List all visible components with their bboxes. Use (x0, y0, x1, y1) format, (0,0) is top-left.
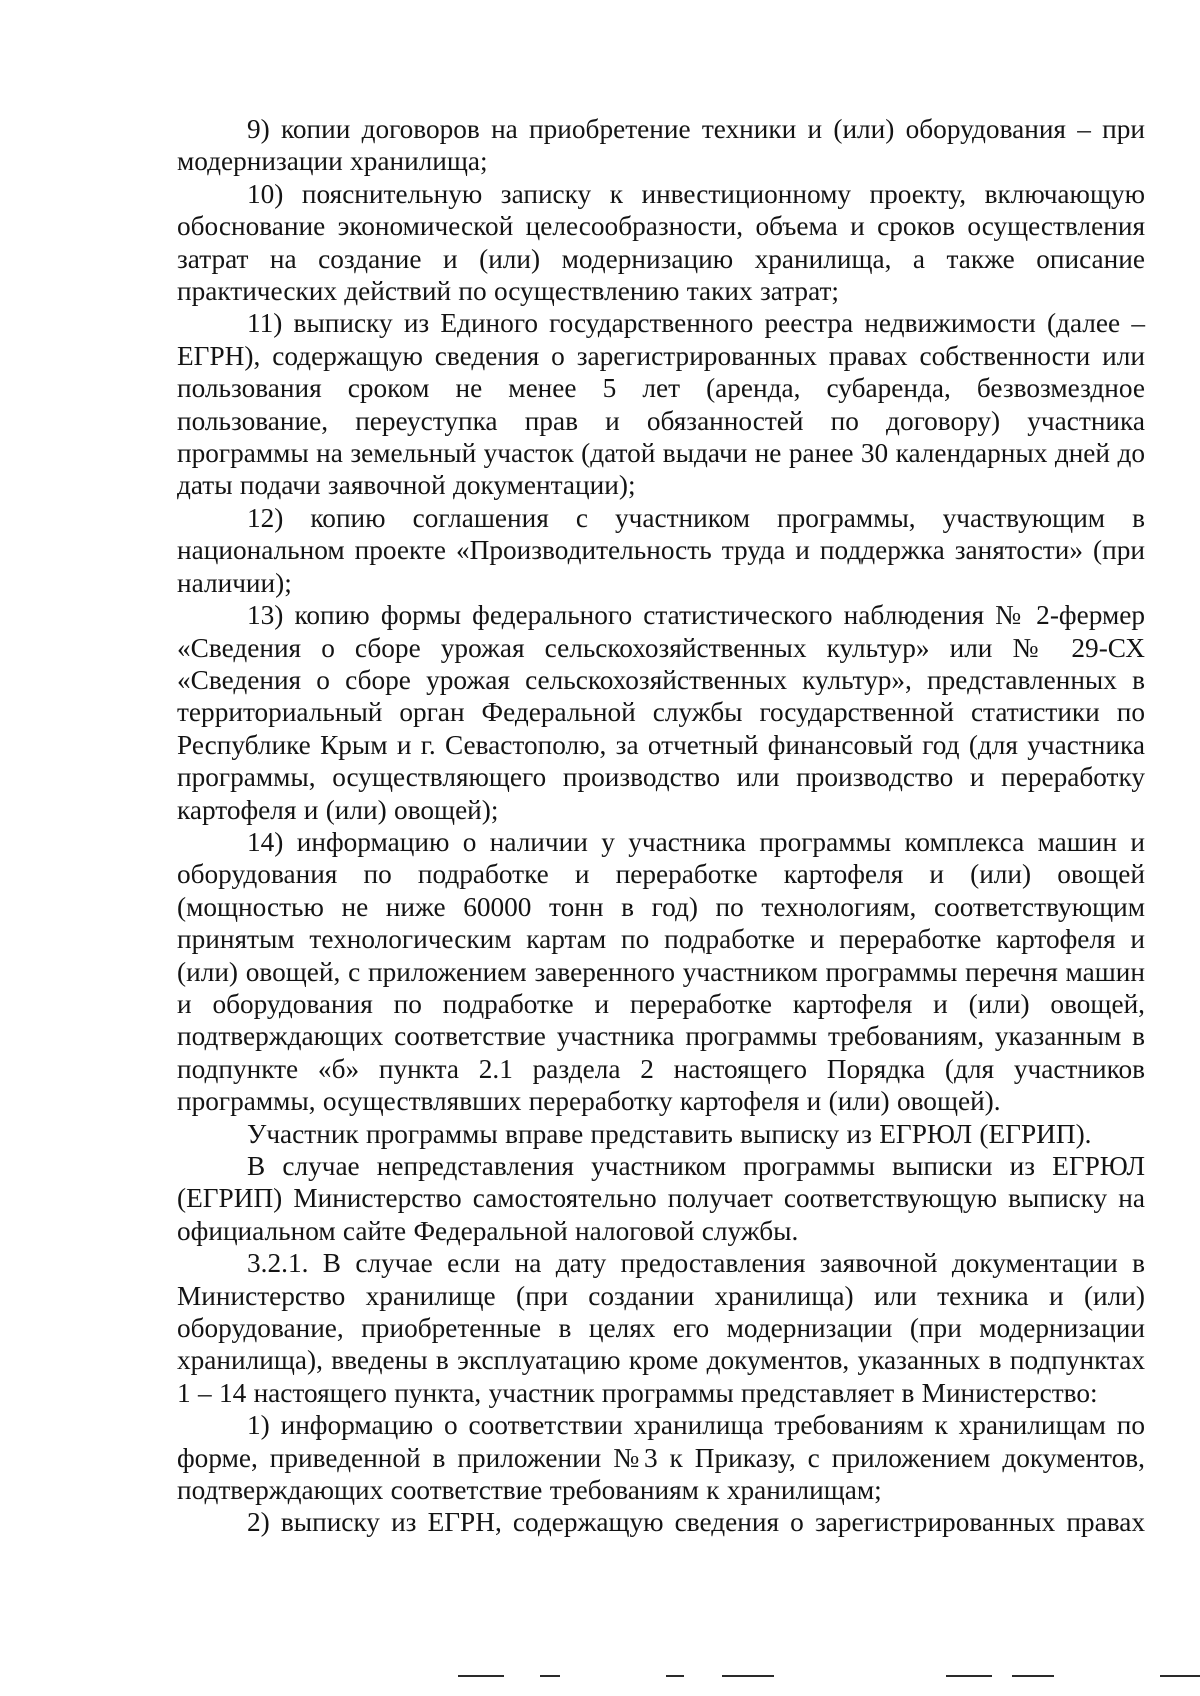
paragraph-egrul-right: Участник программы вправе представить выписку из ЕГРЮЛ (ЕГРИП). (247, 1118, 1092, 1149)
scan-mark (722, 1675, 774, 1677)
list-item-11: 11) выписку из Единого государственного реестра недвижимости (далее – ЕГРН), содержащую сведения о зарегистрированных правах собственности или пользования сроком не менее 5 лет (аренда, субаренда, безвозмездное пользование, переуступка прав и обязанностей по договору) участника программы на земельный участок (датой выдачи не ранее 30 календарных дней до даты подачи заявочной документации); (177, 308, 1145, 501)
document-page (177, 113, 1145, 1539)
subitem-2: 2) выписку из ЕГРН, содержащую сведения о зарегистрированных правах (247, 1507, 1145, 1538)
subitem-1: 1) информацию о соответствии хранилища требованиям к хранилищам по форме, приведенной в приложении №3 к Приказу, с приложением документов, подтверждающих соответствие требованиям к хранилищам; (177, 1410, 1145, 1506)
scan-mark (1012, 1675, 1054, 1677)
list-item-14: 14) информацию о наличии у участника программы комплекса машин и оборудования по подработке и переработке картофеля и (или) овощей (мощностью не ниже 60000 тонн в год) по технологиям, соответствующим принятым технологическим картам по подработке и переработке картофеля и (или) овощей, с приложением заверенного участником программы перечня машин и оборудования по подработке и переработке картофеля и (или) овощей, подтверждающих соответствие участника программы требованиям, указанным в подпункте «б» пункта 2.1 раздела 2 настоящего Порядка (для участников программы, осуществлявших переработку картофеля и (или) овощей). (177, 826, 1145, 1117)
section-3-2-1: 3.2.1. В случае если на дату предоставления заявочной документации в Министерство хранилище (при создании хранилища) или техника и (или) оборудование, приобретенные в целях его модернизации (при модернизации хранилища), введены в эксплуатацию кроме документов, указанных в подпунктах 1 – 14 настоящего пункта, участник программы представляет в Министерство: (177, 1248, 1145, 1408)
scan-mark (946, 1675, 992, 1677)
scan-mark (458, 1675, 504, 1677)
scan-edge-marks (0, 1675, 1200, 1696)
paragraph-egrul-not-provided: В случае непредставления участником программы выписки из ЕГРЮЛ (ЕГРИП) Министерство самостоятельно получает соответствующую выписку на официальном сайте Федеральной налоговой службы. (177, 1151, 1145, 1246)
scan-mark (1160, 1675, 1200, 1677)
scan-mark (666, 1675, 684, 1677)
list-item-12: 12) копию соглашения с участником программы, участвующим в национальном проекте «Производительность труда и поддержка занятости» (при наличии); (177, 502, 1145, 598)
list-item-13: 13) копию формы федерального статистического наблюдения № 2-фермер «Сведения о сборе урожая сельскохозяйственных культур» или № 29-СХ «Сведения о сборе урожая сельскохозяйственных культур», представленных в территориальный орган Федеральной службы государственной статистики по Республике Крым и г. Севастополю, за отчетный финансовый год (для участника программы, осуществляющего производство или производство и переработку картофеля и (или) овощей); (177, 600, 1145, 825)
list-item-10: 10) пояснительную записку к инвестиционному проекту, включающую обоснование экономической целесообразности, объема и сроков осуществления затрат на создание и (или) модернизацию хранилища, а также описание практических действий по осуществлению таких затрат; (177, 178, 1145, 307)
scan-mark (540, 1675, 560, 1677)
list-item-9: 9) копии договоров на приобретение техники и (или) оборудования – при модернизации хранилища; (177, 114, 1145, 177)
